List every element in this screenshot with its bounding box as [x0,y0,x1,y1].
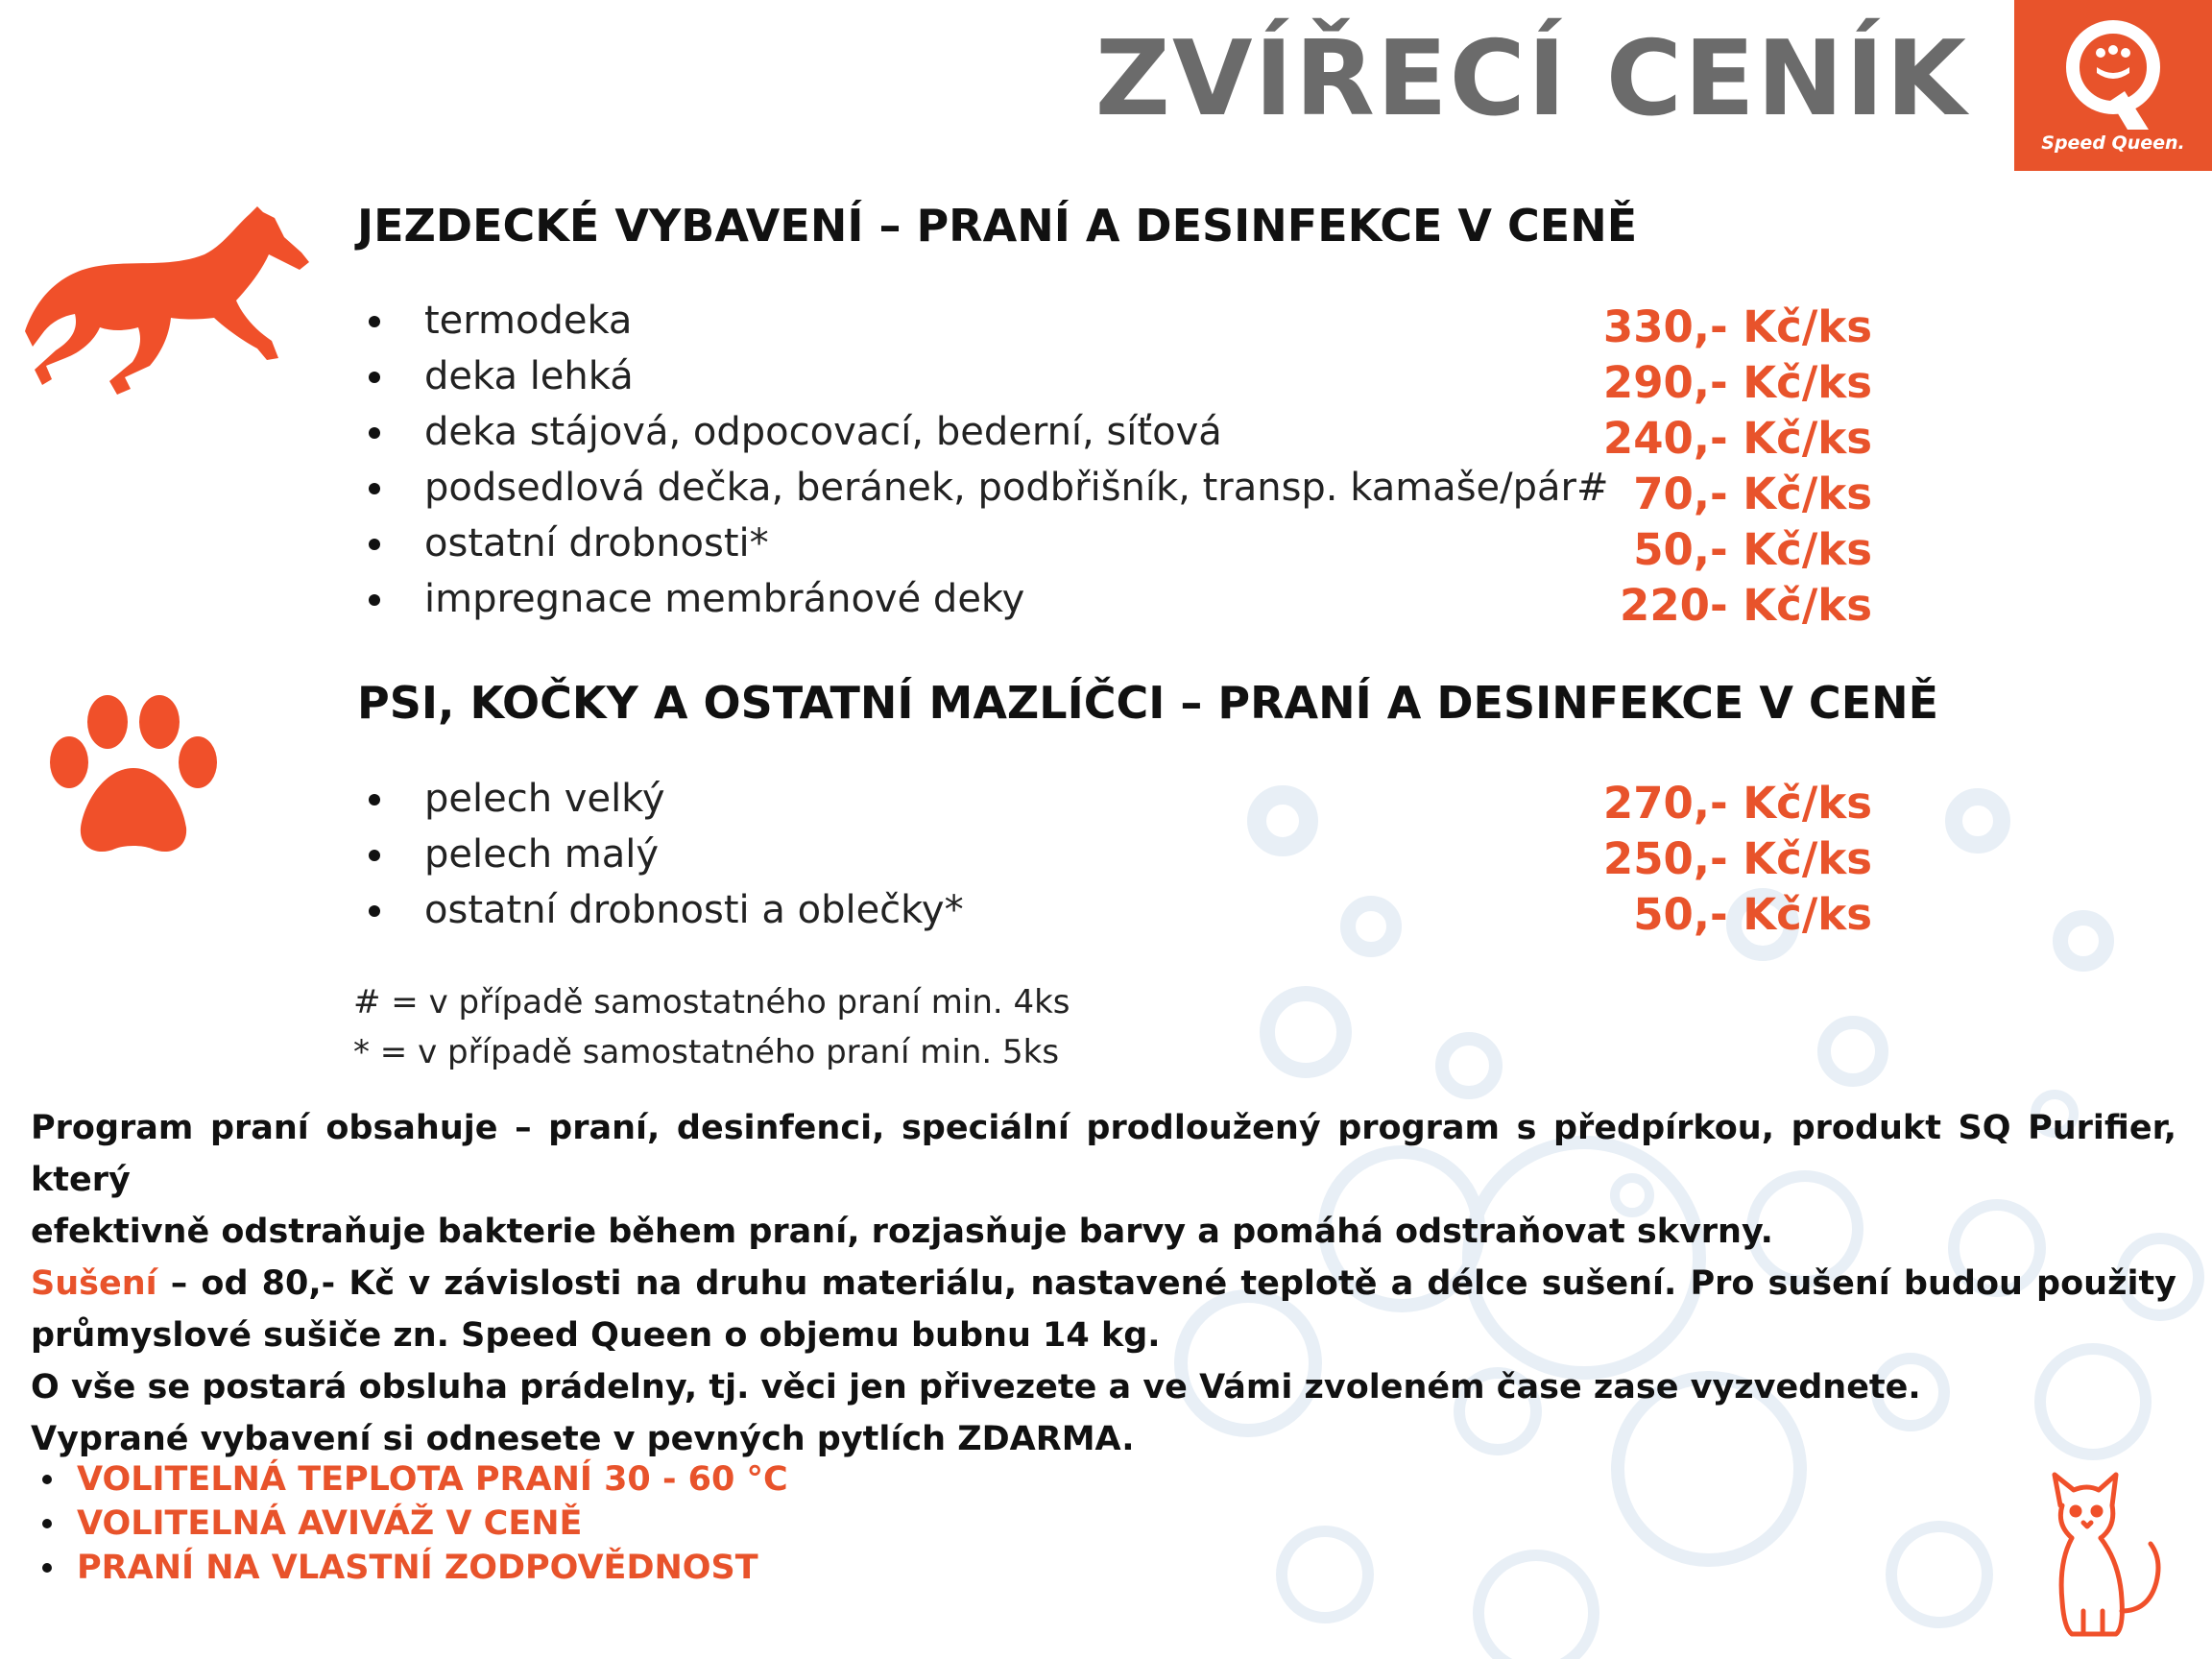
list-item: pelech malý [357,827,1509,882]
price: 250,- Kč/ks [1602,833,1872,884]
list-item: deka stájová, odpocovací, bederní, síťová [357,404,1605,460]
drying-label: Sušení [31,1264,157,1303]
service-line: O vše se postará obsluha prádelny, tj. věci jen přivezete a ve Vámi zvoleném čase zase vyzvednete. [31,1368,1921,1407]
pets-items-list [357,771,1509,938]
price: 290,- Kč/ks [1602,357,1872,408]
price: 50,- Kč/ks [1633,524,1872,575]
price: 270,- Kč/ks [1602,778,1872,829]
logo-text: Speed Queen. [2041,132,2185,154]
list-item: termodeka [357,293,1605,349]
pets-prices-list [1584,776,1872,943]
program-line: Program praní obsahuje – praní, desinfenci, speciální prodloužený program s předpírkou, produkt SQ Purifier, který [31,1109,2176,1199]
equestrian-items-list [357,293,1609,627]
feature-item: VOLITELNÁ AVIVÁŽ V CENĚ [31,1502,788,1546]
paw-icon [48,693,221,861]
price: 70,- Kč/ks [1633,469,1872,519]
horse-icon [17,197,315,403]
description-paragraph [31,1102,2176,1465]
feature-item: VOLITELNÁ TEPLOTA PRANÍ 30 - 60 °C [31,1457,788,1502]
page-title: ZVÍŘECÍ CENÍK [1094,19,1968,139]
program-line: efektivně odstraňuje bakterie během praní, rozjasňuje barvy a pomáhá odstraňovat skvrny. [31,1213,1773,1251]
list-item: ostatní drobnosti a oblečky* [357,882,1509,938]
footnote: * = v případě samostatného praní min. 5ks [353,1033,1060,1071]
speed-queen-logo [2014,0,2212,171]
footnotes [353,977,1070,1077]
price: 240,- Kč/ks [1602,413,1872,464]
cat-icon [2033,1467,2177,1640]
price: 220- Kč/ks [1620,580,1872,631]
list-item: pelech velký [357,771,1509,827]
list-item: ostatní drobnosti* [357,516,1605,571]
feature-item: PRANÍ NA VLASTNÍ ZODPOVĚDNOST [31,1546,788,1590]
bags-line: Vyprané vybavení si odnesete v pevných pytlích ZDARMA. [31,1420,1135,1458]
drying-text: – od 80,- Kč v závislosti na druhu materiálu, nastavené teplotě a délce sušení. Pro sušení budou použity [156,1264,2176,1303]
list-item: deka lehká [357,349,1605,404]
drying-line: průmyslové sušiče zn. Speed Queen o objemu bubnu 14 kg. [31,1316,1161,1355]
equestrian-prices-list [1584,300,1872,634]
price: 50,- Kč/ks [1633,889,1872,940]
list-item: podsedlová dečka, beránek, podbřišník, transp. kamaše/pár# [357,460,1605,516]
price: 330,- Kč/ks [1602,301,1872,352]
features-list [31,1457,788,1590]
list-item: impregnace membránové deky [357,571,1605,627]
section-equestrian-heading: JEZDECKÉ VYBAVENÍ – PRANÍ A DESINFEKCE V CENĚ [357,200,1638,252]
section-pets-heading: PSI, KOČKY A OSTATNÍ MAZLÍČCI – PRANÍ A DESINFEKCE V CENĚ [357,677,1939,729]
footnote: # = v případě samostatného praní min. 4ks [353,983,1070,1022]
drying-line [31,1258,2176,1310]
